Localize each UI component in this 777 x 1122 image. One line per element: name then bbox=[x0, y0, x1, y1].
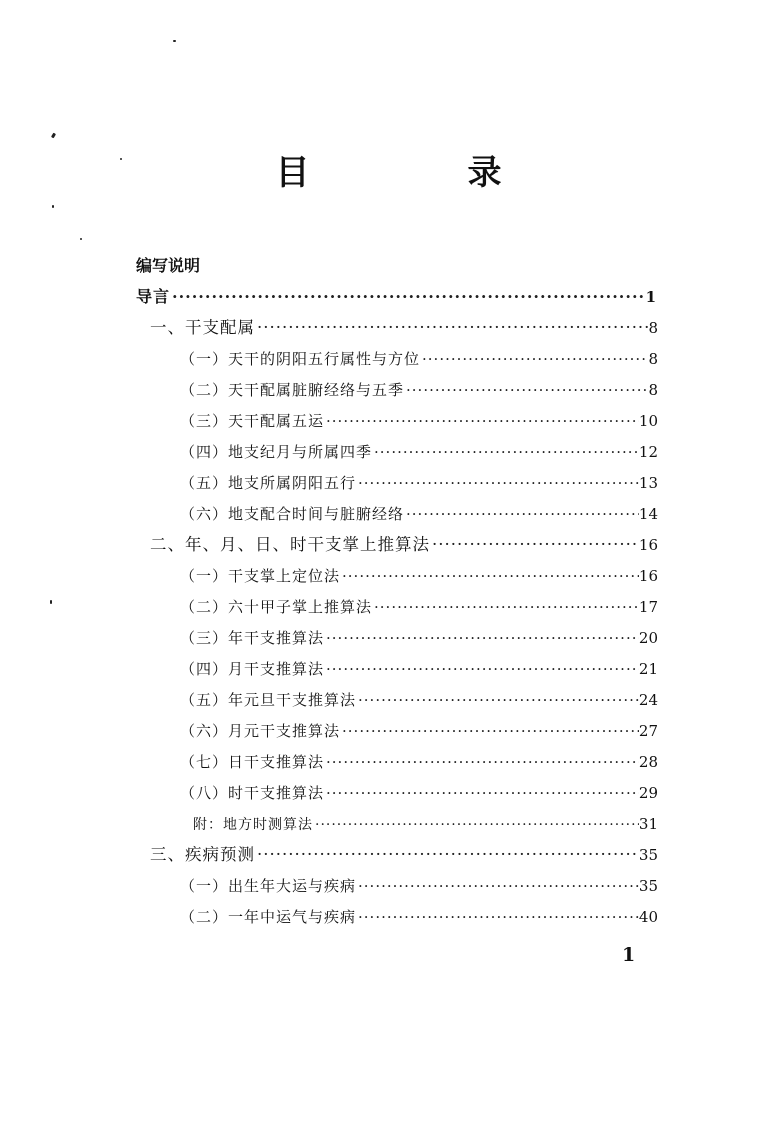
toc-entry-label: （四）月干支推算法 bbox=[180, 660, 325, 678]
toc-entry-label: （五）地支所属阴阳五行 bbox=[180, 474, 357, 492]
toc-leader-dots bbox=[404, 499, 639, 529]
toc-entry-label: （六）月元干支推算法 bbox=[180, 722, 341, 740]
toc-entry-page: 28 bbox=[638, 753, 658, 771]
toc-entry-subsection[interactable] bbox=[180, 902, 658, 932]
toc-entry-subsection[interactable] bbox=[180, 592, 658, 622]
toc-entry-label: （六）地支配合时间与脏腑经络 bbox=[180, 505, 405, 523]
page-title: 目 录 bbox=[275, 153, 564, 193]
toc-entry-page: 35 bbox=[638, 846, 658, 864]
toc-entry-page: 27 bbox=[638, 722, 658, 740]
toc-entry-page: 35 bbox=[638, 877, 658, 895]
toc-entry-subsection[interactable] bbox=[180, 437, 658, 467]
toc-entry-intro[interactable] bbox=[136, 282, 656, 312]
toc-leader-dots bbox=[420, 344, 648, 374]
toc-leader-dots bbox=[255, 313, 648, 343]
toc-entry-label: （一）天干的阴阳五行属性与方位 bbox=[180, 350, 421, 368]
toc-entry-subsection[interactable] bbox=[180, 747, 658, 777]
toc-entry-page: 12 bbox=[638, 443, 658, 461]
toc-entry-page: 8 bbox=[648, 319, 658, 337]
toc-entry-subsection[interactable] bbox=[180, 778, 658, 808]
toc-entry-label: （三）年干支推算法 bbox=[180, 629, 325, 647]
toc-entry-page: 24 bbox=[638, 691, 658, 709]
toc-leader-dots bbox=[356, 468, 639, 498]
toc-entry-page: 31 bbox=[638, 815, 658, 833]
toc-entry-label: （三）天干配属五运 bbox=[180, 412, 325, 430]
toc-entry-page: 16 bbox=[638, 536, 658, 554]
toc-entry-label: （二）六十甲子掌上推算法 bbox=[180, 598, 373, 616]
toc-entry-label: 一、干支配属 bbox=[150, 318, 255, 337]
toc-leader-dots bbox=[255, 840, 639, 870]
scan-speck bbox=[80, 238, 82, 240]
page-number: 1 bbox=[622, 944, 636, 966]
toc-entry-section-2[interactable] bbox=[150, 530, 658, 560]
toc-entry-page: 1 bbox=[645, 288, 656, 306]
toc-entry-label: （二）天干配属脏腑经络与五季 bbox=[180, 381, 405, 399]
toc-leader-dots bbox=[170, 282, 646, 312]
toc-entry-page: 8 bbox=[648, 350, 658, 368]
toc-entry-label: （四）地支纪月与所属四季 bbox=[180, 443, 373, 461]
toc-leader-dots bbox=[324, 747, 639, 777]
toc-preface-heading[interactable]: 编写说明 bbox=[136, 256, 201, 275]
toc-leader-dots bbox=[356, 871, 639, 901]
toc-entry-label: 三、疾病预测 bbox=[150, 845, 255, 864]
toc-entry-subsection[interactable] bbox=[180, 685, 658, 715]
scan-speck bbox=[50, 600, 52, 604]
toc-entry-subsection[interactable] bbox=[180, 654, 658, 684]
toc-leader-dots bbox=[372, 437, 639, 467]
scan-speck bbox=[120, 158, 122, 160]
toc-entry-subsection[interactable] bbox=[180, 561, 658, 591]
toc-entry-appendix[interactable] bbox=[193, 809, 658, 839]
toc-entry-subsection[interactable] bbox=[180, 344, 658, 374]
toc-entry-label: （一）出生年大运与疾病 bbox=[180, 877, 357, 895]
toc-entry-page: 10 bbox=[638, 412, 658, 430]
toc-leader-dots bbox=[430, 530, 639, 560]
toc-leader-dots bbox=[356, 902, 639, 932]
toc-entry-page: 40 bbox=[638, 908, 658, 926]
toc-entry-page: 21 bbox=[638, 660, 658, 678]
toc-entry-subsection[interactable] bbox=[180, 623, 658, 653]
toc-entry-subsection[interactable] bbox=[180, 871, 658, 901]
toc-entry-subsection[interactable] bbox=[180, 716, 658, 746]
toc-entry-label: （一）干支掌上定位法 bbox=[180, 567, 341, 585]
toc-leader-dots bbox=[313, 810, 639, 840]
scan-speck bbox=[173, 40, 176, 42]
toc-entry-page: 29 bbox=[638, 784, 658, 802]
toc-entry-label: （七）日干支推算法 bbox=[180, 753, 325, 771]
toc-entry-label: （二）一年中运气与疾病 bbox=[180, 908, 357, 926]
toc-leader-dots bbox=[340, 561, 639, 591]
scan-speck bbox=[52, 205, 54, 208]
toc-entry-label: （八）时干支推算法 bbox=[180, 784, 325, 802]
toc-entry-section-3[interactable] bbox=[150, 840, 658, 870]
toc-entry-page: 16 bbox=[638, 567, 658, 585]
toc-entry-page: 14 bbox=[638, 505, 658, 523]
toc-entry-page: 20 bbox=[638, 629, 658, 647]
toc-leader-dots bbox=[324, 623, 639, 653]
toc-leader-dots bbox=[404, 375, 648, 405]
toc-entry-subsection[interactable] bbox=[180, 468, 658, 498]
toc-leader-dots bbox=[324, 654, 639, 684]
toc-entry-subsection[interactable] bbox=[180, 406, 658, 436]
toc-entry-page: 13 bbox=[638, 474, 658, 492]
toc-entry-section-1[interactable] bbox=[150, 313, 658, 343]
toc-entry-page: 8 bbox=[648, 381, 658, 399]
toc-leader-dots bbox=[324, 406, 639, 436]
toc-entry-label: 附：地方时测算法 bbox=[193, 817, 313, 833]
toc-leader-dots bbox=[324, 778, 639, 808]
toc-entry-subsection[interactable] bbox=[180, 375, 658, 405]
toc-leader-dots bbox=[340, 716, 639, 746]
toc-leader-dots bbox=[372, 592, 639, 622]
toc-entry-label: （五）年元旦干支推算法 bbox=[180, 691, 357, 709]
toc-entry-label: 导言 bbox=[136, 287, 171, 306]
toc-entry-page: 17 bbox=[638, 598, 658, 616]
toc-leader-dots bbox=[356, 685, 639, 715]
toc-entry-subsection[interactable] bbox=[180, 499, 658, 529]
toc-entry-label: 二、年、月、日、时干支掌上推算法 bbox=[150, 535, 430, 554]
